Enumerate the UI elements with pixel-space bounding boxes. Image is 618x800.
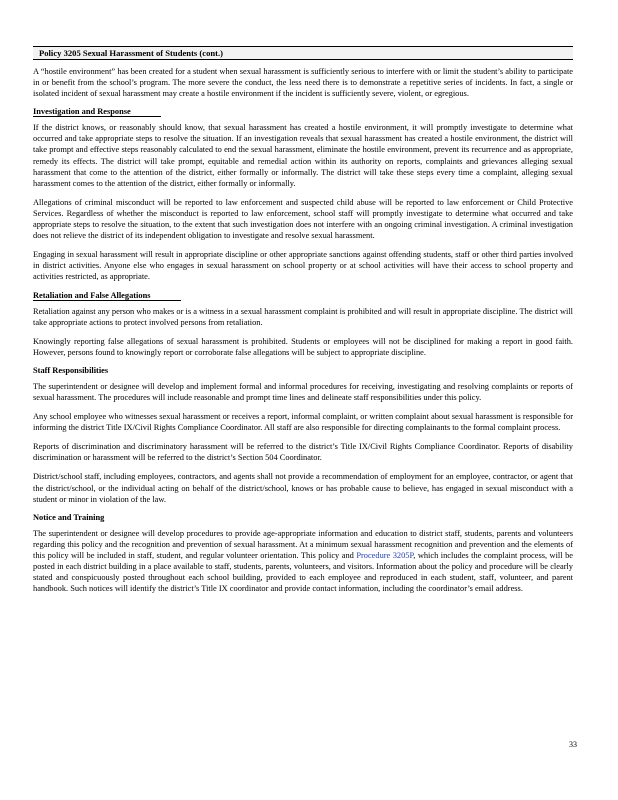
intro-paragraph: A “hostile environment” has been created for a student when sexual harassment is sufficiently serious to interfere with or limit the student’s ability to participate in or benefit from the school’s program. The more severe the conduct, the less need there is to demonstrate a repetitive series of incidents. In fact, a single or isolated incident of sexual harassment may create a hostile environment if the incident is sufficiently severe, violent, or egregious. xyxy=(33,67,573,99)
section-heading-retaliation: Retaliation and False Allegations xyxy=(33,291,573,300)
notice-text-before: The superintendent or designee will develop procedures to provide age-appropriate information and education to district staff, students, parents and volunteers regarding this policy and the recognition and prevention of sexual harassment. At a minimum sexual harassment recognition and prevention and the elements of this policy will be included in staff, student, and regular volunteer orientation. This policy and xyxy=(33,528,573,560)
investigation-paragraph-3: Engaging in sexual harassment will result in appropriate discipline or other appropriate sanctions against offending students, staff or other third parties involved in district activities. Anyone else who engages in sexual harassment on school property or at school activities will have their access to school property and activities restricted, as appropriate. xyxy=(33,250,573,282)
notice-text-after: , which includes the complaint process, will be posted in each district building in a place available to staff, students, parents, volunteers, and visitors. Information about the policy and procedure will be clearly stated and conspicuously posted throughout each school building, provided to each employee and reproduced in each student, staff, volunteer, and parent handbook. Such notices will identify the district’s Title IX coordinator and provide contact information, including the coordinator’s email address. xyxy=(33,550,573,594)
investigation-paragraph-2: Allegations of criminal misconduct will be reported to law enforcement and suspected child abuse will be reported to law enforcement or Child Protective Services. Regardless of whether the misconduct is reported to law enforcement, school staff will promptly investigate to determine what occurred and take appropriate steps to resolve the situation, to the extent that such investigation does not interfere with an ongoing criminal investigation. A criminal investigation does not relieve the district of its independent obligation to investigate and resolve sexual harassment. xyxy=(33,197,573,241)
page-number: 33 xyxy=(569,740,577,749)
retaliation-paragraph-2: Knowingly reporting false allegations of sexual harassment is prohibited. Students or employees will not be disciplined for making a report in good faith. However, persons found to knowingly report or corroborate false allegations will be subject to appropriate discipline. xyxy=(33,336,573,357)
staff-paragraph-3: Reports of discrimination and discriminatory harassment will be referred to the district’s Title IX/Civil Rights Compliance Coordinator. Reports of disability discrimination or harassment will be referred to the district’s Section 504 Coordinator. xyxy=(33,442,573,463)
retaliation-paragraph-1: Retaliation against any person who makes or is a witness in a sexual harassment complaint is prohibited and will result in appropriate discipline. The district will take appropriate actions to protect involved persons from retaliation. xyxy=(33,306,573,327)
document-page xyxy=(33,46,573,602)
procedure-3205p-link[interactable]: Procedure 3205P xyxy=(356,550,414,560)
policy-header: Policy 3205 Sexual Harassment of Students (cont.) xyxy=(33,46,573,60)
staff-paragraph-4: District/school staff, including employees, contractors, and agents shall not provide a recommendation of employment for an employee, contractor, or agent that the district/school, or the individual acting on behalf of the district/school, knows or has probable cause to believe, has engaged in sexual misconduct with a student or minor in violation of the law. xyxy=(33,472,573,504)
staff-paragraph-2: Any school employee who witnesses sexual harassment or receives a report, informal complaint, or written complaint about sexual harassment is responsible for informing the district Title IX/Civil Rights Compliance Coordinator. All staff are also responsible for directing complainants to the formal complaint process. xyxy=(33,412,573,433)
staff-paragraph-1: The superintendent or designee will develop and implement formal and informal procedures for receiving, investigating and resolving complaints or reports of sexual harassment. The procedures will include reasonable and prompt time lines and delineate staff responsibilities under this policy. xyxy=(33,381,573,402)
section-heading-notice: Notice and Training xyxy=(33,512,105,522)
section-heading-staff: Staff Responsibilities xyxy=(33,365,109,375)
notice-paragraph-1 xyxy=(33,528,573,595)
investigation-paragraph-1: If the district knows, or reasonably should know, that sexual harassment has created a hostile environment, it will promptly investigate to determine what occurred and take appropriate steps to resolve the situation. If an investigation reveals that sexual harassment has created a hostile environment, the district will take prompt and effective steps reasonably calculated to end the sexual harassment, eliminate the hostile environment, prevent its recurrence and as appropriate, remedy its effects. The district will take prompt, equitable and remedial action within its authority on reports, complaints and grievances alleging sexual harassment that come to the attention of the district, either formally or informally. The district will take these steps every time a complaint, alleging sexual harassment comes to the attention of the district, either formally or informally. xyxy=(33,123,573,188)
section-heading-investigation: Investigation and Response xyxy=(33,107,573,116)
